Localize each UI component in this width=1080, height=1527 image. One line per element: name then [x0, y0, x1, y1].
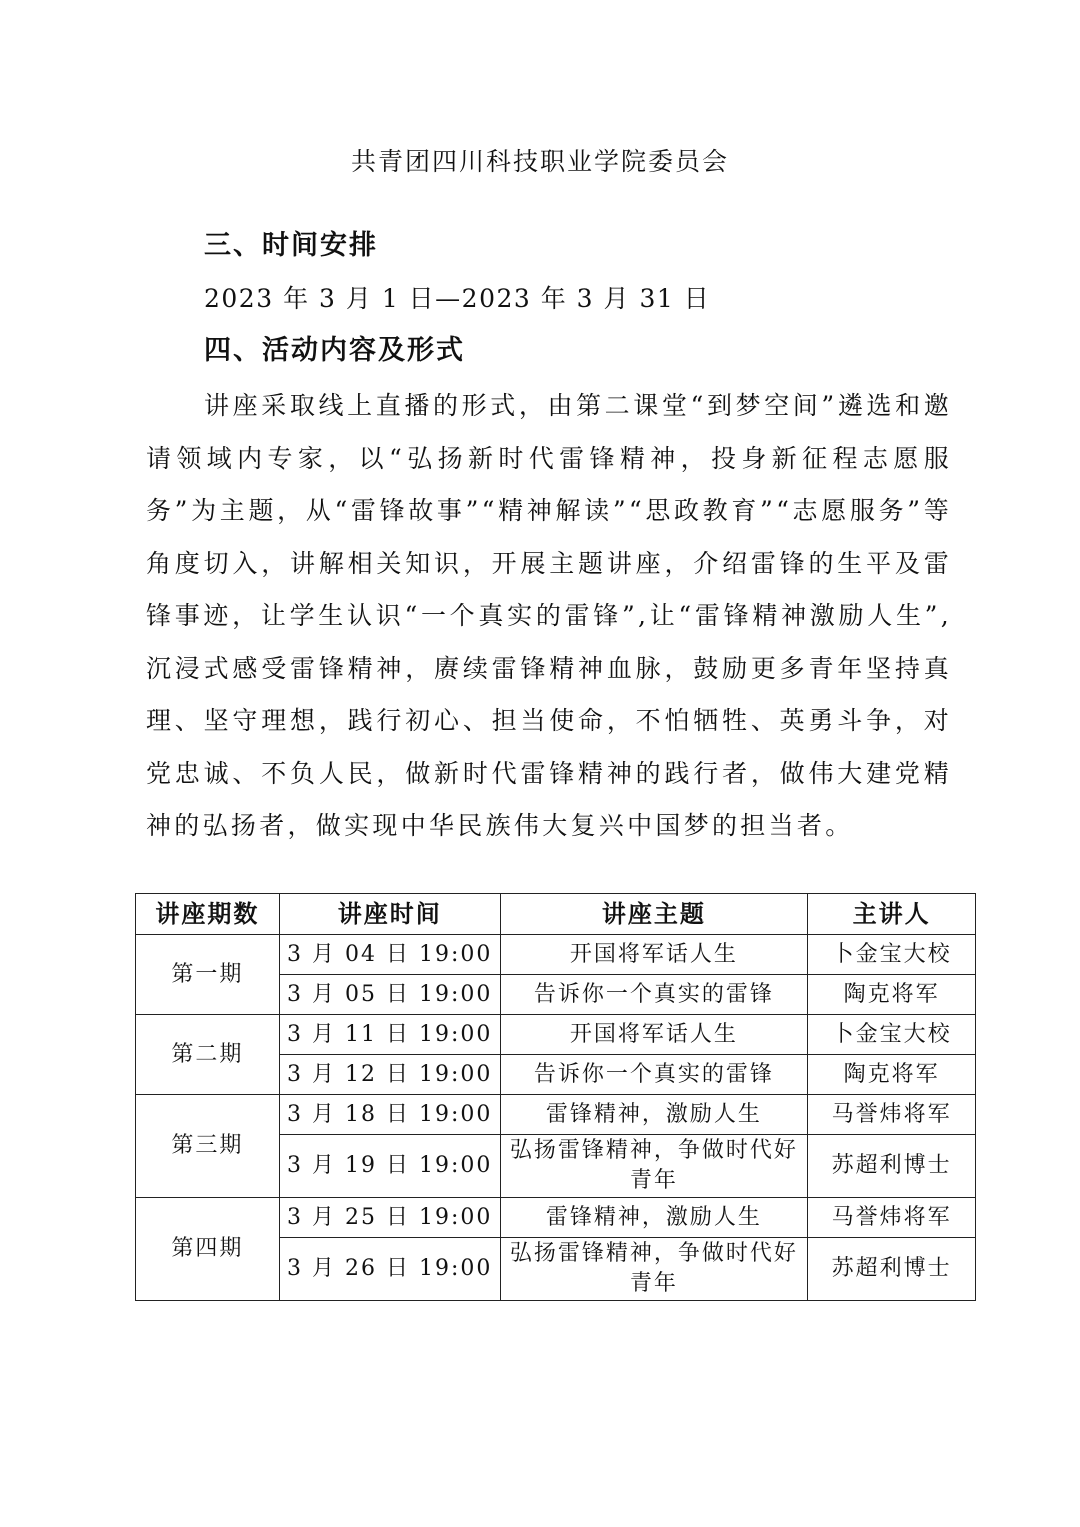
organization-signature: 共青团四川科技职业学院委员会	[350, 147, 729, 176]
event-dates: 2023 年 3 月 1 日—2023 年 3 月 31 日	[204, 284, 711, 313]
speaker-cell: 苏超利博士	[808, 1135, 976, 1198]
time-cell: 3 月 12 日 19:00	[279, 1055, 500, 1095]
topic-cell: 告诉你一个真实的雷锋	[500, 1055, 808, 1095]
topic-cell: 开国将军话人生	[500, 1015, 808, 1055]
topic-cell: 弘扬雷锋精神，争做时代好青年	[500, 1135, 808, 1198]
table-row	[136, 1015, 976, 1055]
speaker-cell: 陶克将军	[808, 975, 976, 1015]
speaker-cell: 卜金宝大校	[808, 935, 976, 975]
table-row	[136, 1095, 976, 1135]
header-speaker: 主讲人	[808, 894, 976, 935]
speaker-cell: 卜金宝大校	[808, 1015, 976, 1055]
time-cell: 3 月 25 日 19:00	[279, 1198, 500, 1238]
header-period: 讲座期数	[136, 894, 280, 935]
topic-cell: 雷锋精神，激励人生	[500, 1198, 808, 1238]
table-row	[136, 935, 976, 975]
speaker-cell: 马誉炜将军	[808, 1095, 976, 1135]
period-cell: 第三期	[136, 1095, 280, 1198]
speaker-cell: 苏超利博士	[808, 1238, 976, 1301]
speaker-cell: 马誉炜将军	[808, 1198, 976, 1238]
period-cell: 第二期	[136, 1015, 280, 1095]
topic-cell: 弘扬雷锋精神，争做时代好青年	[500, 1238, 808, 1301]
speaker-cell: 陶克将军	[808, 1055, 976, 1095]
section-3-heading: 三、时间安排	[204, 230, 378, 261]
header-topic: 讲座主题	[500, 894, 808, 935]
time-cell: 3 月 19 日 19:00	[279, 1135, 500, 1198]
header-time: 讲座时间	[279, 894, 500, 935]
time-cell: 3 月 11 日 19:00	[279, 1015, 500, 1055]
table-row	[136, 1198, 976, 1238]
time-cell: 3 月 18 日 19:00	[279, 1095, 500, 1135]
time-cell: 3 月 26 日 19:00	[279, 1238, 500, 1301]
topic-cell: 开国将军话人生	[500, 935, 808, 975]
period-cell: 第一期	[136, 935, 280, 1015]
topic-cell: 告诉你一个真实的雷锋	[500, 975, 808, 1015]
section-4-heading: 四、活动内容及形式	[204, 335, 465, 366]
activity-description: 讲座采取线上直播的形式，由第二课堂“到梦空间”遴选和邀请领域内专家，以“弘扬新时代雷锋精神，投身新征程志愿服务”为主题，从“雷锋故事”“精神解读”“思政教育”“志愿服务”等角度切入，讲解相关知识，开展主题讲座，介绍雷锋的生平及雷锋事迹，让学生认识“一个真实的雷锋”,让“雷锋精神激励人生”,沉浸式感受雷锋精神，赓续雷锋精神血脉，鼓励更多青年坚持真理、坚守理想，践行初心、担当使命，不怕牺牲、英勇斗争，对党忠诚、不负人民，做新时代雷锋精神的践行者，做伟大建党精神的弘扬者，做实现中华民族伟大复兴中国梦的担当者。	[146, 391, 952, 840]
table-header-row	[136, 894, 976, 935]
lecture-schedule-table	[135, 893, 976, 1301]
time-cell: 3 月 05 日 19:00	[279, 975, 500, 1015]
topic-cell: 雷锋精神，激励人生	[500, 1095, 808, 1135]
period-cell: 第四期	[136, 1198, 280, 1301]
time-cell: 3 月 04 日 19:00	[279, 935, 500, 975]
